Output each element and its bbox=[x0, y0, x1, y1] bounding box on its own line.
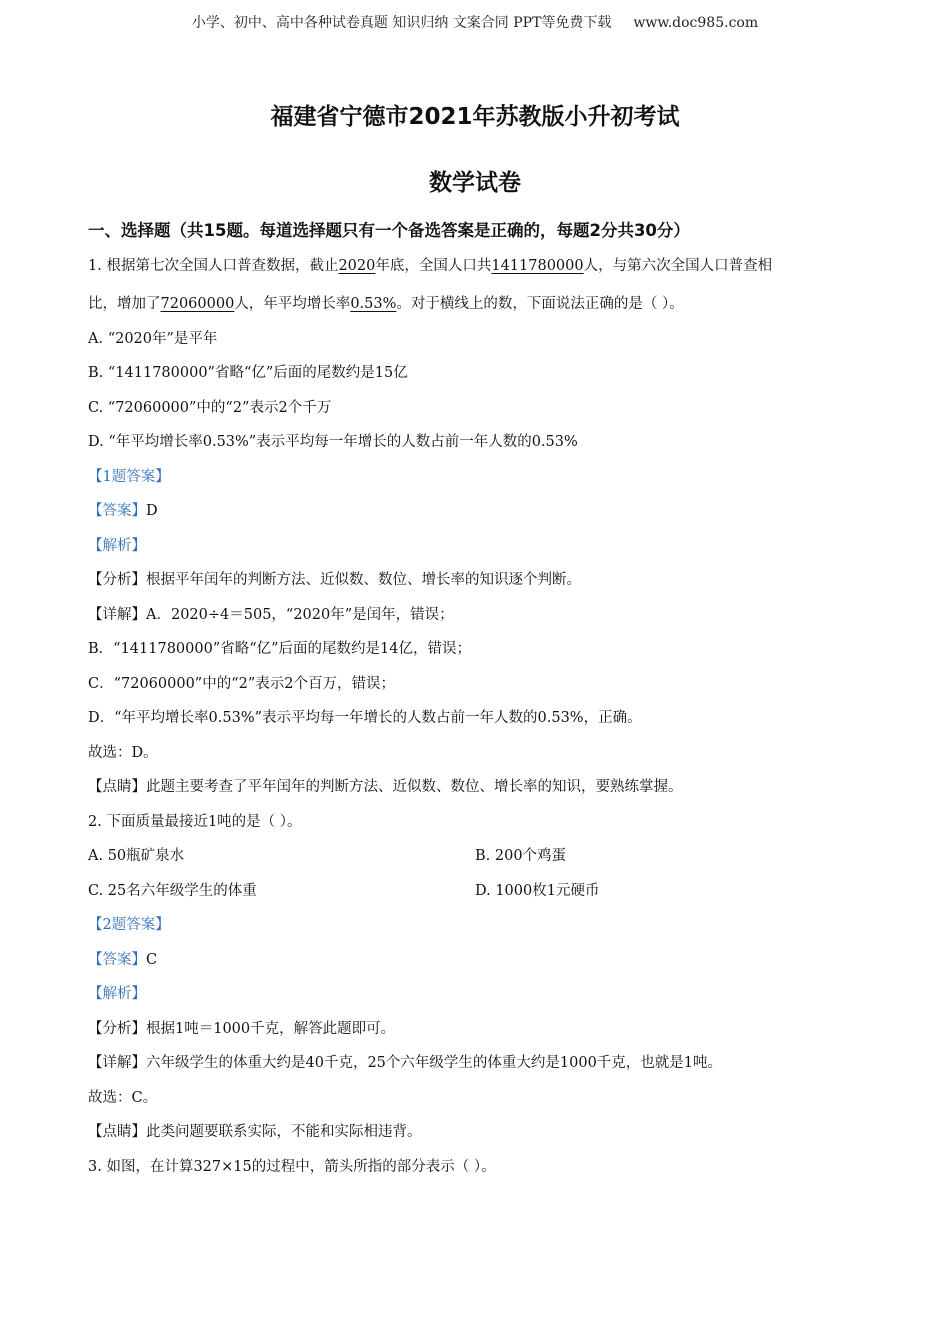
header-text: 小学、初中、高中各种试卷真题 知识归纳 文案合同 PPT等免费下载 bbox=[191, 15, 612, 31]
answer-tag: 【答案】 bbox=[88, 952, 146, 968]
fenxi-tag: 【分析】 bbox=[88, 572, 146, 588]
q1-fenxi bbox=[88, 568, 581, 589]
answer-tag: 【答案】 bbox=[88, 503, 146, 519]
q1-xiangjie-d: D．“年平均增长率0.53%”表示平均每一年增长的人数占前一年人数的0.53%，正确。 bbox=[88, 710, 642, 726]
q1-option-c: C. “72060000”中的“2”表示2个千万 bbox=[88, 400, 332, 416]
q2-option-b: B. 200个鸡蛋 bbox=[475, 848, 567, 864]
q1-text: 。对于横线上的数，下面说法正确的是（ ）。 bbox=[396, 296, 684, 312]
fenxi-tag: 【分析】 bbox=[88, 1021, 146, 1037]
xiangjie-tag: 【详解】 bbox=[88, 607, 146, 623]
q3-stem: 3. 如图，在计算327×15的过程中，箭头所指的部分表示（ ）。 bbox=[88, 1159, 496, 1175]
q1-xiangjie-c: C．“72060000”中的“2”表示2个百万，错误； bbox=[88, 676, 395, 692]
q1-underlined-increase: 72060000 bbox=[160, 296, 235, 312]
q1-underlined-rate: 0.53% bbox=[350, 296, 397, 312]
dianjing-tag: 【点睛】 bbox=[88, 1124, 146, 1140]
header-site-link[interactable]: www.doc985.com bbox=[633, 15, 759, 31]
q1-text: 1. 根据第七次全国人口普查数据，截止 bbox=[88, 258, 339, 274]
answer-value: C bbox=[146, 952, 158, 968]
q1-answer bbox=[88, 499, 158, 520]
q2-fenxi bbox=[88, 1017, 395, 1038]
xiangjie-text: A．2020÷4＝505，“2020年”是闰年，错误； bbox=[146, 607, 454, 623]
q1-answer-heading: 【1题答案】 bbox=[88, 469, 170, 485]
dianjing-text: 此类问题要联系实际，不能和实际相违背。 bbox=[146, 1124, 422, 1140]
fenxi-text: 根据平年闰年的判断方法、近似数、数位、增长率的知识逐个判断。 bbox=[146, 572, 581, 588]
q1-text: 人，与第六次全国人口普查相 bbox=[583, 258, 773, 274]
q2-xiangjie bbox=[88, 1051, 722, 1072]
q1-underlined-population: 1411780000 bbox=[491, 258, 584, 274]
document-subtitle: 数学试卷 bbox=[429, 170, 521, 196]
answer-value: D bbox=[146, 503, 158, 519]
page-header bbox=[0, 12, 950, 32]
document-title: 福建省宁德市2021年苏教版小升初考试 bbox=[270, 104, 680, 130]
q1-option-d: D. “年平均增长率0.53%”表示平均每一年增长的人数占前一年人数的0.53% bbox=[88, 434, 578, 450]
q1-xiangjie-b: B．“1411780000”省略“亿”后面的尾数约是14亿，错误； bbox=[88, 641, 472, 657]
q2-analysis-heading: 【解析】 bbox=[88, 986, 146, 1002]
dianjing-tag: 【点睛】 bbox=[88, 779, 146, 795]
q2-option-c: C. 25名六年级学生的体重 bbox=[88, 883, 257, 899]
q1-analysis-heading: 【解析】 bbox=[88, 538, 146, 554]
dianjing-text: 此题主要考查了平年闰年的判断方法、近似数、数位、增长率的知识，要熟练掌握。 bbox=[146, 779, 683, 795]
q1-text: 年底，全国人口共 bbox=[375, 258, 492, 274]
q1-dianjing bbox=[88, 775, 683, 796]
xiangjie-text: 六年级学生的体重大约是40千克，25个六年级学生的体重大约是1000千克，也就是1吨。 bbox=[146, 1055, 723, 1071]
q2-answer bbox=[88, 948, 157, 969]
q1-stem-line2 bbox=[88, 292, 684, 313]
q1-text: 比，增加了 bbox=[88, 296, 161, 312]
q1-xiangjie-a bbox=[88, 603, 454, 624]
q1-underlined-year: 2020 bbox=[338, 258, 376, 274]
q1-text: 人，年平均增长率 bbox=[234, 296, 351, 312]
q2-guxuan: 故选：C。 bbox=[88, 1090, 158, 1106]
q2-option-d: D. 1000枚1元硬币 bbox=[475, 883, 600, 899]
q2-stem: 2. 下面质量最接近1吨的是（ ）。 bbox=[88, 814, 302, 830]
section-heading: 一、选择题（共15题。每道选择题只有一个备选答案是正确的，每题2分共30分） bbox=[88, 221, 690, 240]
q2-answer-heading: 【2题答案】 bbox=[88, 917, 170, 933]
q1-guxuan: 故选：D。 bbox=[88, 745, 158, 761]
fenxi-text: 根据1吨＝1000千克，解答此题即可。 bbox=[146, 1021, 396, 1037]
q1-option-b: B. “1411780000”省略“亿”后面的尾数约是15亿 bbox=[88, 365, 408, 381]
q2-option-a: A. 50瓶矿泉水 bbox=[88, 848, 185, 864]
q1-stem-line1 bbox=[88, 254, 772, 275]
xiangjie-tag: 【详解】 bbox=[88, 1055, 146, 1071]
q2-dianjing bbox=[88, 1120, 422, 1141]
q1-option-a: A. “2020年”是平年 bbox=[88, 331, 218, 347]
